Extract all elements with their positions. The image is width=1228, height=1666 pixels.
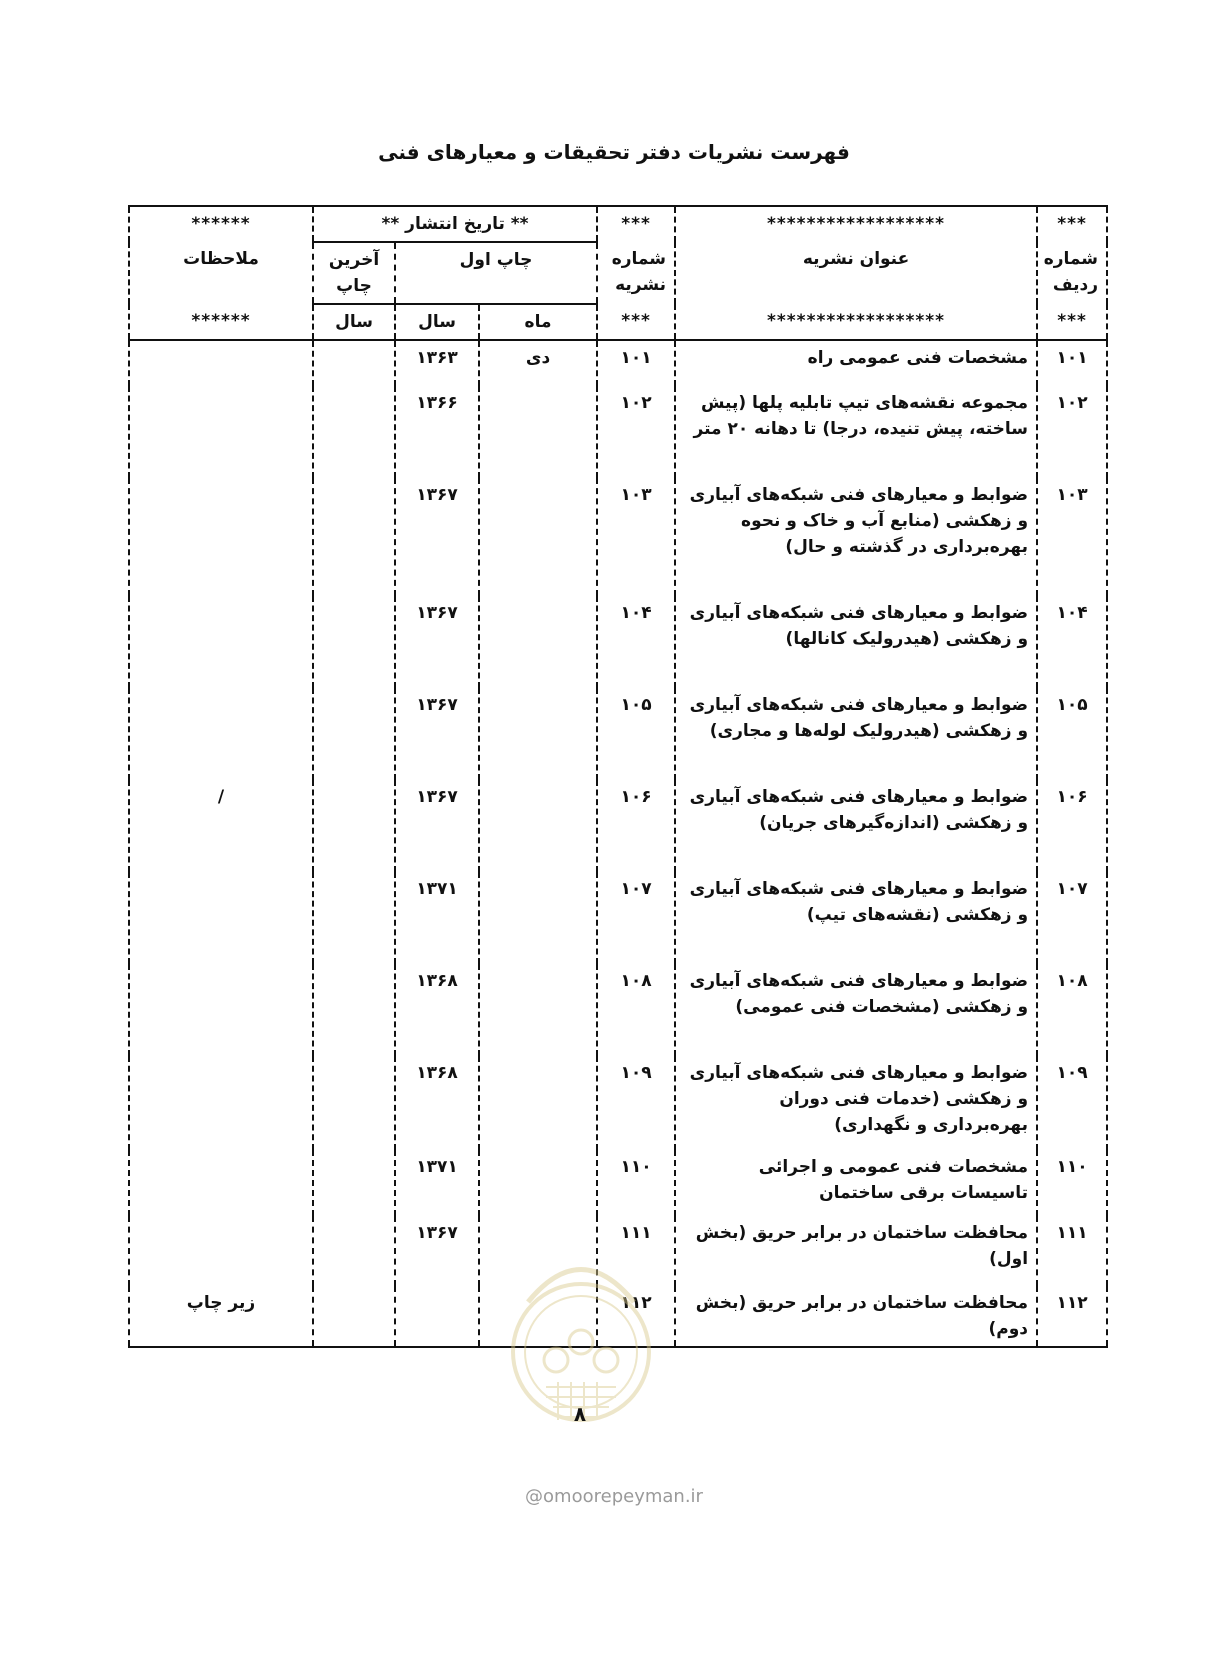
year-header: سال: [395, 304, 479, 340]
last-print-year: [313, 386, 395, 478]
row-no-header: شماره ردیف: [1037, 242, 1107, 304]
first-print-year: ۱۳۶۳: [395, 340, 479, 386]
notes: [129, 596, 313, 688]
publication-title: مشخصات فنی عمومی راه: [675, 340, 1037, 386]
header-label-row: [129, 242, 1107, 304]
publication-number: ۱۰۳: [597, 478, 675, 596]
first-print-year: ۱۳۶۷: [395, 478, 479, 596]
row-number: ۱۱۲: [1037, 1286, 1107, 1347]
header-sub-row: [129, 304, 1107, 340]
publication-number: ۱۱۲: [597, 1286, 675, 1347]
publication-title: مجموعه نقشه‌های تیپ تابلیه پلها (پیش ساخته، پیش تنیده، درجا) تا دهانه ۲۰ متر: [675, 386, 1037, 478]
row-number: ۱۰۲: [1037, 386, 1107, 478]
notes: [129, 478, 313, 596]
title-header-stars-bottom: ******************: [675, 304, 1037, 340]
last-print-year: [313, 872, 395, 964]
publication-number: ۱۱۱: [597, 1216, 675, 1286]
row-number: ۱۰۸: [1037, 964, 1107, 1056]
last-print-year: [313, 1150, 395, 1216]
first-print-year: ۱۳۶۷: [395, 688, 479, 780]
publication-title: ضوابط و معیارهای فنی شبکه‌های آبیاری و زهکشی (نقشه‌های تیپ): [675, 872, 1037, 964]
pub-no-header-stars-bottom: ***: [597, 304, 675, 340]
notes: [129, 1216, 313, 1286]
last-print-year: [313, 340, 395, 386]
table-row: [129, 596, 1107, 688]
table-row: [129, 964, 1107, 1056]
website-watermark: @omoorepeyman.ir: [525, 1486, 703, 1507]
first-print-month: دی: [479, 340, 597, 386]
first-print-month: [479, 964, 597, 1056]
publication-number: ۱۰۹: [597, 1056, 675, 1150]
publication-title: ضوابط و معیارهای فنی شبکه‌های آبیاری و زهکشی (منابع آب و خاک و نحوه بهره‌برداری در گذشته و حال): [675, 478, 1037, 596]
table-row: [129, 1056, 1107, 1150]
publication-number: ۱۰۷: [597, 872, 675, 964]
row-number: ۱۰۴: [1037, 596, 1107, 688]
table-row: [129, 872, 1107, 964]
notes-header: ملاحظات: [129, 242, 313, 304]
first-print-year: ۱۳۷۱: [395, 1150, 479, 1216]
row-number: ۱۱۰: [1037, 1150, 1107, 1216]
notes: [129, 688, 313, 780]
row-number: ۱۰۵: [1037, 688, 1107, 780]
publish-date-header: ** تاریخ انتشار **: [313, 206, 597, 242]
publications-table: [128, 205, 1108, 1348]
publication-number: ۱۰۶: [597, 780, 675, 872]
publication-number: ۱۰۸: [597, 964, 675, 1056]
publication-title: ضوابط و معیارهای فنی شبکه‌های آبیاری و زهکشی (هیدرولیک کانالها): [675, 596, 1037, 688]
first-print-year: [395, 1286, 479, 1347]
notes: [129, 964, 313, 1056]
first-print-year: ۱۳۶۷: [395, 596, 479, 688]
page-title: فهرست نشریات دفتر تحقیقات و معیارهای فنی: [378, 140, 850, 164]
publication-number: ۱۰۵: [597, 688, 675, 780]
table-row: [129, 780, 1107, 872]
first-print-year: ۱۳۷۱: [395, 872, 479, 964]
notes: [129, 872, 313, 964]
table-row: [129, 1150, 1107, 1216]
first-print-month: [479, 1150, 597, 1216]
last-print-year: [313, 1216, 395, 1286]
first-print-year: ۱۳۶۸: [395, 964, 479, 1056]
pub-no-header: شماره نشریه: [597, 242, 675, 304]
last-print-year: [313, 1286, 395, 1347]
publication-number: ۱۰۲: [597, 386, 675, 478]
row-number: ۱۰۱: [1037, 340, 1107, 386]
notes-header-stars-bottom: ******: [129, 304, 313, 340]
table-row: [129, 688, 1107, 780]
publication-title: محافظت ساختمان در برابر حریق (بخش اول): [675, 1216, 1037, 1286]
first-print-month: [479, 780, 597, 872]
notes-header-stars: ******: [129, 206, 313, 242]
publication-title: ضوابط و معیارهای فنی شبکه‌های آبیاری و زهکشی (خدمات فنی دوران بهره‌برداری و نگهداری): [675, 1056, 1037, 1150]
first-print-header: چاپ اول: [395, 242, 597, 304]
notes: زیر چاپ: [129, 1286, 313, 1347]
last-print-year: [313, 1056, 395, 1150]
pub-no-header-stars: ***: [597, 206, 675, 242]
table-row: [129, 386, 1107, 478]
table-row: [129, 340, 1107, 386]
header-stars-row: [129, 206, 1107, 242]
publication-title: ضوابط و معیارهای فنی شبکه‌های آبیاری و زهکشی (هیدرولیک لوله‌ها و مجاری): [675, 688, 1037, 780]
notes: [129, 340, 313, 386]
notes: /: [129, 780, 313, 872]
row-no-header-stars-bottom: ***: [1037, 304, 1107, 340]
notes: [129, 386, 313, 478]
row-number: ۱۰۳: [1037, 478, 1107, 596]
first-print-month: [479, 1056, 597, 1150]
first-print-month: [479, 872, 597, 964]
table-row: [129, 478, 1107, 596]
first-print-year: ۱۳۶۷: [395, 1216, 479, 1286]
last-print-year: [313, 596, 395, 688]
row-no-header-stars: ***: [1037, 206, 1107, 242]
first-print-month: [479, 688, 597, 780]
row-number: ۱۰۷: [1037, 872, 1107, 964]
title-header-stars: ******************: [675, 206, 1037, 242]
last-print-header: آخرین چاپ: [313, 242, 395, 304]
last-print-year: [313, 780, 395, 872]
first-print-month: [479, 596, 597, 688]
first-print-year: ۱۳۶۷: [395, 780, 479, 872]
first-print-month: [479, 386, 597, 478]
publication-number: ۱۰۱: [597, 340, 675, 386]
publication-number: ۱۱۰: [597, 1150, 675, 1216]
publication-title: ضوابط و معیارهای فنی شبکه‌های آبیاری و زهکشی (اندازه‌گیرهای جریان): [675, 780, 1037, 872]
first-print-year: ۱۳۶۸: [395, 1056, 479, 1150]
last-year-header: سال: [313, 304, 395, 340]
last-print-year: [313, 478, 395, 596]
title-header: عنوان نشریه: [675, 242, 1037, 304]
row-number: ۱۱۱: [1037, 1216, 1107, 1286]
last-print-year: [313, 688, 395, 780]
first-print-year: ۱۳۶۶: [395, 386, 479, 478]
publication-number: ۱۰۴: [597, 596, 675, 688]
first-print-month: [479, 478, 597, 596]
month-header: ماه: [479, 304, 597, 340]
publication-title: محافظت ساختمان در برابر حریق (بخش دوم): [675, 1286, 1037, 1347]
row-number: ۱۰۶: [1037, 780, 1107, 872]
page-number: ۸: [573, 1402, 587, 1426]
publication-title: ضوابط و معیارهای فنی شبکه‌های آبیاری و زهکشی (مشخصات فنی عمومی): [675, 964, 1037, 1056]
row-number: ۱۰۹: [1037, 1056, 1107, 1150]
notes: [129, 1056, 313, 1150]
last-print-year: [313, 964, 395, 1056]
publication-title: مشخصات فنی عمومی و اجرائی تاسیسات برقی ساختمان: [675, 1150, 1037, 1216]
notes: [129, 1150, 313, 1216]
